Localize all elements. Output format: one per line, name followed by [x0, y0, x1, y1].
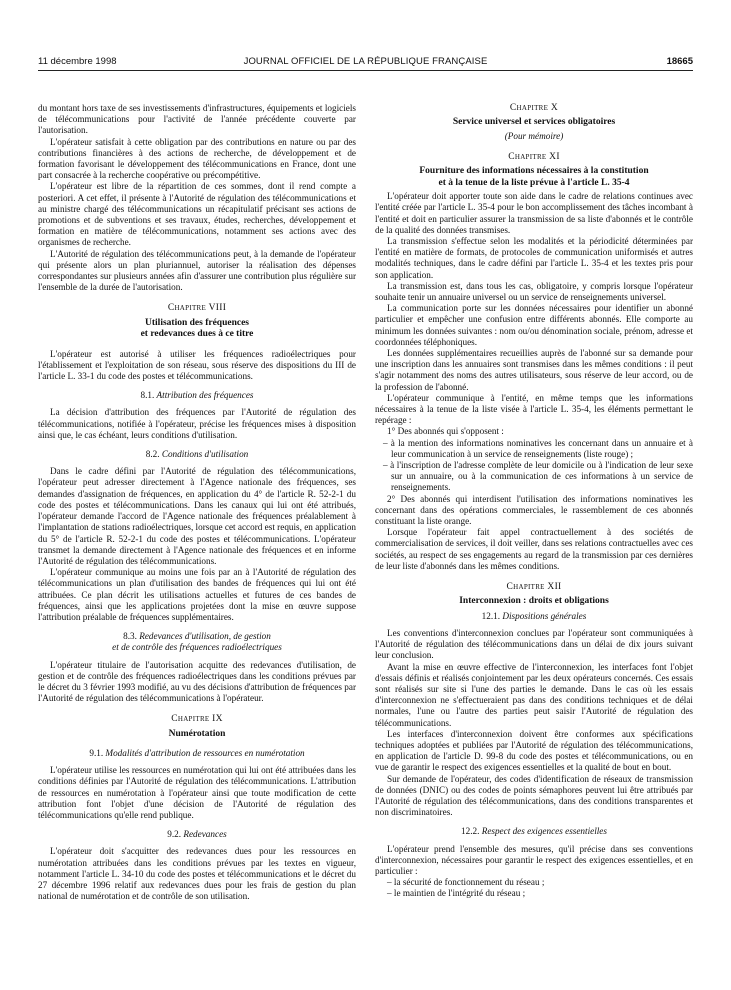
paragraph: Sur demande de l'opérateur, des codes d'identification de réseaux de transmission de données (DNIC) ou des codes de points sémaphores peuvent lui être attribués par l'Autorité de régulation des télécommunications, dans des conditions transparentes et non discriminatoires. [375, 773, 693, 818]
list-item: – le maintien de l'intégrité du réseau ; [387, 888, 526, 899]
header-rule [38, 70, 693, 71]
paragraph: Lorsque l'opérateur fait appel contractuellement à des sociétés de commercialisation de services, il doit veiller, dans ses relations contractuelles avec ces sociétés, au respect de ses engagements au regard de la transmission par ces dernières de leur liste d'abonnés dans les mêmes conditions. [375, 527, 693, 571]
list-item: – à l'inscription de l'adresse complète de leur domicile ou à l'indication de leur sexe sur un annuaire, ou à la communication de ces informations à un service de renseignements. [383, 459, 693, 493]
paragraph: L'opérateur communique à l'entité, en même temps que les informations nécessaires à la tenue de la liste visée à l'article L. 35-4, les éléments permettant le repérage : [375, 392, 693, 426]
paragraph: L'opérateur doit s'acquitter des redevances dues pour les ressources en numérotation attribuées dans les conditions prévues par les textes en vigueur, notamment l'article L. 34-10 du code des postes et télécommunications et le décret du 27 décembre 1996 relatif aux redevances dues pour les frais de gestion du plan national de numérotation et de contrôle de son utilisation. [38, 846, 356, 902]
paragraph: La transmission s'effectue selon les modalités et la périodicité déterminées par l'entité en matière de formats, de protocoles de communication uniformisés et autres modalités techniques, dans le cadre défini par l'article L. 35-4 et les textes pris pour son application. [375, 235, 693, 280]
chapter-title [38, 318, 356, 341]
section-title: Attribution des fréquences [156, 390, 254, 401]
paragraph: L'opérateur titulaire de l'autorisation acquitte des redevances d'utilisation, de gestion et de contrôle des fréquences radioélectriques dans les conditions prévues par le décret du 3 février 1993 modifié, au vu des décisions d'attribution de fréquences par l'Autorité de régulation des télécommunications à l'opérateur. [38, 659, 356, 704]
chapter-label: Chapitre XII [506, 582, 562, 593]
paragraph: du montant hors taxe de ses investissements d'infrastructures, équipements et logiciels de télécommunications pour l'activité de l'année précédente couverte par l'autorisation. [38, 103, 356, 136]
section-heading [375, 826, 693, 837]
section-number: 8.3. [123, 631, 137, 642]
section-number: 12.1. [481, 610, 501, 621]
section-title: Dispositions générales [502, 610, 587, 621]
paragraph: Les données supplémentaires recueillies auprès de l'abonné sur sa demande pour une inscription dans les annuaires sont transmises dans les mêmes conditions : il peut s'agir notamment des noms des autres utilisateurs, sous réserve de leur accord, ou de la profession de l'abonné. [375, 347, 693, 392]
chapter-title-line: et redevances dues à ce titre [140, 329, 254, 340]
paragraph: L'opérateur doit apporter toute son aide dans le cadre de relations continues avec l'entité créée par l'article L. 35-4 pour le bon accomplissement des tâches incombant à l'entité et doit en particulier assurer la transmission de sa liste d'abonnés et le contrôle de la qualité des données transmises. [375, 191, 693, 235]
section-number: 9.1. [89, 748, 104, 759]
section-number: 12.2. [461, 826, 480, 837]
paragraph: L'opérateur satisfait à cette obligation par des contributions en nature ou par des contributions financières à des actions de recherche, de développement et de formation favorisant le développement des télécommunications en France, dont une part consacrée à la recherche coopérative ou précompétitive. [38, 136, 356, 181]
section-title: Respect des exigences essentielles [481, 826, 607, 837]
section-number: 8.2. [145, 449, 160, 460]
chapter-subtitle: (Pour mémoire) [504, 130, 564, 141]
list-item: 1° Des abonnés qui s'opposent : [387, 426, 504, 437]
page-number: 18665 [666, 56, 693, 67]
chapter-title [375, 166, 693, 189]
paragraph: L'opérateur communique au moins une fois par an à l'Autorité de régulation des télécommunications un plan d'utilisation des bandes de fréquences qui lui ont été attribuées. Ce plan décrit les utilisations actuelles et futures de ces bandes de fréquences, ainsi que les applications projetées dont la mise en œuvre suppose l'attribution préalable de fréquences supplémentaires. [38, 567, 356, 622]
section-heading [375, 611, 693, 622]
list-item: – la sécurité de fonctionnement du réseau ; [387, 877, 545, 888]
chapter-label: Chapitre VIII [167, 303, 227, 314]
right-column [375, 103, 693, 900]
journal-title: JOURNAL OFFICIEL DE LA RÉPUBLIQUE FRANÇAISE [243, 56, 488, 67]
paragraph: Avant la mise en œuvre effective de l'interconnexion, les interfaces font l'objet d'essais définis et réalisés conjointement par les deux opérateurs concernés. Ces essais sont réalisés sur site si l'une des parties le demande. Dans le cas où les essais d'interconnexion ne s'effectueraient pas dans des conditions techniques et de délai normales, l'une ou l'autre des parties peut saisir l'Autorité de régulation des télécommunications. [375, 661, 693, 728]
chapter-title: Service universel et services obligatoires [452, 117, 616, 128]
chapter-title: Interconnexion : droits et obligations [459, 596, 609, 607]
page-header [38, 56, 693, 70]
paragraph: Les conventions d'interconnexion conclues par l'opérateur sont communiquées à l'Autorité de régulation des télécommunications dans un délai de dix jours suivant leur conclusion. [375, 627, 693, 661]
paragraph: Dans le cadre défini par l'Autorité de régulation des télécommunications, l'opérateur peut adresser directement à l'Agence nationale des fréquences, ses demandes d'assignation de fréquences, en application du 4° de l'article R. 52-2-1 du code des postes et télécommunications. Dans les canaux qui lui ont été attribués, l'opérateur demande l'accord de l'Agence nationale des fréquences préalablement à l'implantation de stations radioélectriques, lorsque cet accord est requis, en application du 5° de l'article R. 52-2-1 du code des postes et télécommunications. L'opérateur transmet la demande directement à l'Agence nationale des fréquences et en informe l'Autorité de régulation des télécommunications. [38, 466, 357, 566]
list-item: 2° Des abonnés qui interdisent l'utilisation des informations nominatives les concernant dans des opérations commerciales, le rassemblement de ces abonnés constituant la liste orange. [375, 493, 693, 526]
chapter-title-line: Fourniture des informations nécessaires à la constitution [419, 166, 649, 177]
chapter-title-line: Utilisation des fréquences [145, 317, 249, 328]
paragraph: L'opérateur prend l'ensemble des mesures, qu'il précise dans ses conventions d'interconnexion, nécessaires pour garantir le respect des exigences essentielles, et en particulier : [375, 843, 693, 876]
section-heading [38, 449, 356, 460]
chapter-label: Chapitre XI [508, 151, 560, 162]
list-item: – à la mention des informations nominatives les concernant dans un annuaire et à leur communication à un service de renseignements (liste rouge) ; [383, 437, 693, 459]
paragraph: L'opérateur est autorisé à utiliser les fréquences radioélectriques pour l'établissement et l'exploitation de son réseau, sous réserve des dispositions du III de l'article L. 33-1 du code des postes et télécommunications. [38, 348, 356, 382]
section-heading [38, 829, 356, 840]
paragraph: La communication porte sur les données nécessaires pour identifier un abonné particulier et empêcher une confusion entre différents abonnés. Elle comporte au minimum les données suivantes : nom ou/ou dénomination sociale, prénom, adresse et coordonnées téléphoniques. [375, 303, 693, 347]
header-date: 11 décembre 1998 [38, 56, 117, 67]
paragraph: Les interfaces d'interconnexion doivent être conformes aux spécifications techniques adoptées et publiées par l'Autorité de régulation des télécommunications, en application de l'article D. 99-8 du code des postes et télécommunications, ou en vue de garantir le respect des exigences essentielles et la qualité de bout en bout. [375, 728, 693, 773]
chapter-title-line: et à la tenue de la liste prévue à l'article L. 35-4 [438, 177, 630, 188]
paragraph: L'Autorité de régulation des télécommunications peut, à la demande de l'opérateur qui présente alors un plan pluriannuel, autoriser la réalisation des dépenses correspondantes sur plusieurs années afin d'assurer une contribution plus régulière sur l'ensemble de la durée de l'autorisation. [38, 248, 356, 293]
paragraph: L'opérateur est libre de la répartition de ces sommes, dont il rend compte a posteriori. A cet effet, il présente à l'Autorité de régulation des télécommunications et au ministre chargé des télécommunications un récapitulatif précisant ses actions de promotions et de subventions et ses travaux, études, recherches, développement et formation en matière de télécommunications, notamment ses actions avec des organismes de recherche. [38, 181, 356, 248]
section-title: Modalités d'attribution de ressources en numérotation [105, 748, 305, 759]
section-title: et de contrôle des fréquences radioélectriques [112, 642, 282, 653]
chapter-label: Chapitre X [509, 103, 559, 113]
paragraph: La décision d'attribution des fréquences par l'Autorité de régulation des télécommunications, notifiée à l'opérateur, précise les fréquences mises à disposition ainsi que, le cas échéant, leurs conditions d'utilisation. [38, 407, 356, 440]
section-title: Conditions d'utilisation [161, 449, 249, 460]
section-title: Redevances d'utilisation, de gestion [139, 631, 271, 642]
paragraph: L'opérateur utilise les ressources en numérotation qui lui ont été attribuées dans les conditions définies par l'Autorité de régulation des télécommunications. L'attribution de ressources en numérotation à l'opérateur ainsi que toute modification de cette attribution font l'objet d'une décision de l'Autorité de régulation des télécommunications qu'elle rend publique. [38, 765, 356, 821]
section-heading [38, 748, 356, 759]
section-number: 9.2. [167, 829, 182, 840]
paragraph: La transmission est, dans tous les cas, obligatoire, y compris lorsque l'opérateur souhaite tenir un annuaire universel ou un service de renseignements universel. [375, 280, 693, 302]
left-column [38, 103, 356, 902]
section-heading [38, 390, 356, 401]
chapter-title: Numérotation [168, 728, 226, 739]
section-heading [38, 631, 356, 653]
section-title: Redevances [183, 829, 227, 840]
chapter-label: Chapitre IX [171, 714, 223, 725]
section-number: 8.1. [140, 390, 155, 401]
